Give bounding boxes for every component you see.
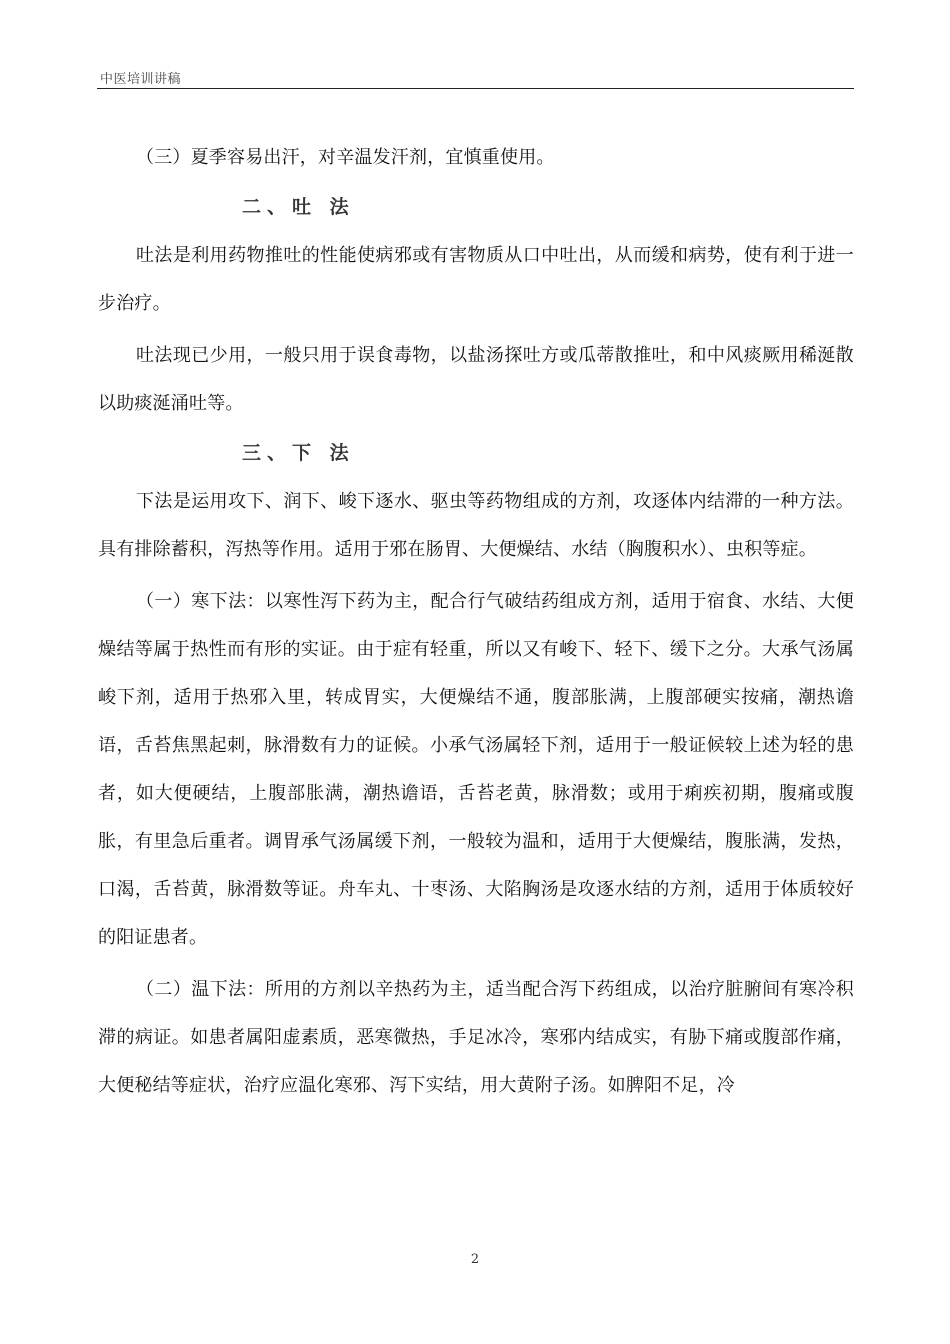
page-number: 2 xyxy=(470,1252,480,1267)
page-body xyxy=(98,134,854,1110)
section-heading-emesis: 二、吐 法 xyxy=(242,196,355,218)
paragraph-emesis-definition: 吐法是利用药物推吐的性能使病邪或有害物质从口中吐出，从而缓和病势，使有利于进一步治疗。 xyxy=(98,245,854,314)
paragraph-summer-caution: （三）夏季容易出汗，对辛温发汗剂，宜慎重使用。 xyxy=(136,147,555,168)
running-header: 中医培训讲稿 xyxy=(100,72,182,87)
header-divider xyxy=(97,88,854,89)
paragraph-emesis-usage: 吐法现已少用，一般只用于误食毒物，以盐汤探吐方或瓜蒂散推吐，和中风痰厥用稀涎散以助痰涎涌吐等。 xyxy=(98,345,854,414)
paragraph-warm-purgation: （二）温下法：所用的方剂以辛热药为主，适当配合泻下药组成，以治疗脏腑间有寒冷积滞的病证。如患者属阳虚素质，恶寒微热，手足冰冷，寒邪内结成实，有胁下痛或腹部作痛，大便秘结等症状，治疗应温化寒邪、泻下实结，用大黄附子汤。如脾阳不足，冷 xyxy=(98,979,854,1096)
paragraph-purgation-definition: 下法是运用攻下、润下、峻下逐水、驱虫等药物组成的方剂，攻逐体内结滞的一种方法。具有排除蓄积，泻热等作用。适用于邪在肠胃、大便燥结、水结（胸腹积水）、虫积等症。 xyxy=(98,491,854,560)
paragraph-cold-purgation: （一）寒下法：以寒性泻下药为主，配合行气破结药组成方剂，适用于宿食、水结、大便燥结等属于热性而有形的实证。由于症有轻重，所以又有峻下、轻下、缓下之分。大承气汤属峻下剂，适用于热邪入里，转成胃实，大便燥结不通，腹部胀满，上腹部硬实按痛，潮热谵语，舌苔焦黑起刺，脉滑数有力的证候。小承气汤属轻下剂，适用于一般证候较上述为轻的患者，如大便硬结，上腹部胀满，潮热谵语，舌苔老黄，脉滑数；或用于痢疾初期，腹痛或腹胀，有里急后重者。调胃承气汤属缓下剂，一般较为温和，适用于大便燥结，腹胀满，发热，口渴，舌苔黄，脉滑数等证。舟车丸、十枣汤、大陷胸汤是攻逐水结的方剂，适用于体质较好的阳证患者。 xyxy=(98,591,854,948)
section-heading-purgation: 三、下 法 xyxy=(242,442,355,464)
